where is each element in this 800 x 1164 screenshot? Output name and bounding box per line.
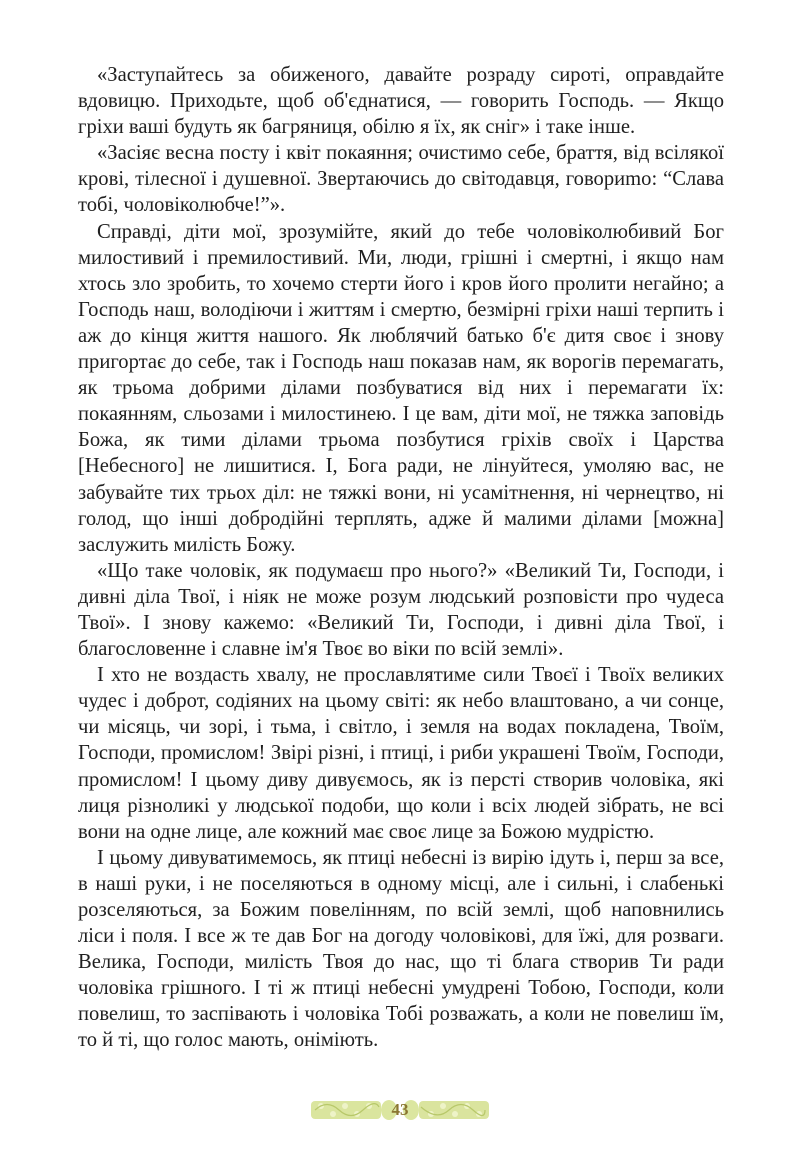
paragraph: Справді, діти мої, зрозумійте, який до тебе чоловіколюбивий Бог милостивий і премилостивий. Ми, люди, грішні і смертні, і якщо нам хтось зло зробить, то хочемо стерти його і кров його пролити негайно; а Господь наш, володіючи і життям і смертю, безмірні гріхи наші терпить і аж до кінця життя нашого. Як люблячий батько б'є дитя своє і знову пригортає до себе, так і Господь наш показав нам, як ворогів перемагать, як трьома добрими ділами позбуватися від них і перемагати їх: покаянням, сльозами і милостинею. І це вам, діти мої, не тяжка заповідь Божа, як тими ділами трьома позбутися гріхів своїх і Царства [Небесного] не лишитися. І, Бога ради, не лінуйтеся, умоляю вас, не забувайте тих трьох діл: не тяжкі вони, ні усамітнення, ні чернецтво, ні голод, що інші добродійні терплять, адже й малими ділами [можна] заслужить милість Божу. xyxy=(78,220,724,556)
page-body xyxy=(78,62,724,1054)
page-footer xyxy=(0,1090,800,1130)
paragraph: «Що таке чоловік, як подумаєш про нього?» «Великий Ти, Господи, і дивні діла Твої, і ніяк не може розум людський розповісти про чудеса Твої». І знову кажемо: «Великий Ти, Господи, і дивні діла Твої, і благословенне і славне ім'я Твоє во віки по всій землі». xyxy=(78,559,724,661)
paragraph: І хто не воздасть хвалу, не прославлятиме сили Твоєї і Твоїх великих чудес і доброт, содіяних на цьому світі: як небо влаштовано, а чи сонце, чи місяць, чи зорі, і тьма, і світло, і земля на водах покладена, Твоїм, Господи, промислом! Звірі різні, і птиці, і риби украшені Твоїм, Господи, промислом! І цьому диву дивуємось, як із персті створив чоловіка, які лиця різноликі у людської подоби, що коли і всіх людей зібрать, не всі вони на одне лице, але кожний має своє лице за Божою мудрістю. xyxy=(78,664,724,843)
page-number: 43 xyxy=(391,1100,409,1119)
paragraph: «Засіяє весна посту і квіт покаяння; очистимо себе, браття, від всілякої крові, тілесної і душевної. Звертаючись до світодавця, говориmо: “Слава тобі, чоловіколюбче!”». xyxy=(78,142,724,217)
paragraph: І цьому дивуватимемось, як птиці небесні із вирію ідуть і, перш за все, в наші руки, і не поселяються в одному місці, але і сильні, і слабенькі розселяються, за Божим повелінням, по всій землі, щоб наповнились ліси і поля. І все ж те дав Бог на догоду чоловікові, для їжі, для розваги. Велика, Господи, милість Твоя до нас, що ті блага створив Ти ради чоловіка грішного. І ті ж птиці небесні умудрені Тобою, Господи, коли повелиш, то заспівають і чоловіка Тобі розважать, а коли не повелиш їм, то й ті, що голос мають, оніміють. xyxy=(78,846,724,1052)
floral-ornament-icon xyxy=(311,1095,489,1125)
paragraph: «Заступайтесь за обиженого, давайте розраду сироті, оправдайте вдовицю. Приходьте, щоб об'єднатися, — говорить Господь. — Якщо гріхи ваші будуть як багряниця, обілю я їх, як сніг» і таке інше. xyxy=(78,64,724,139)
